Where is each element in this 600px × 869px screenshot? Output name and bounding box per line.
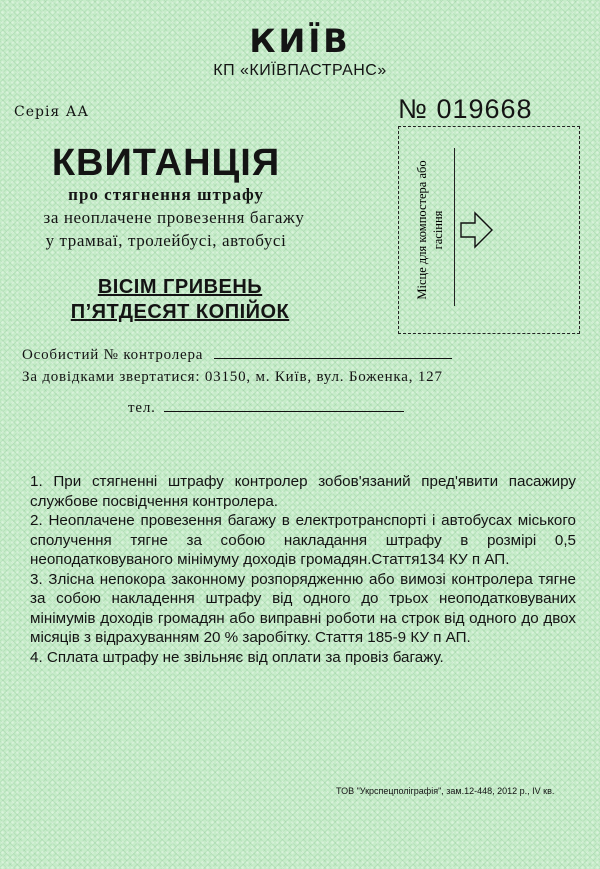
rule-item: 1. При стягненні штрафу контролер зобов'язаний пред'явити пасажиру службове посвідчення контролера. — [30, 473, 576, 510]
controller-number-label: Особистий № контролера — [22, 347, 204, 363]
series-label: Серія АА — [14, 104, 89, 120]
city-heading: КИЇВ — [249, 22, 351, 60]
address-info: За довідками звертатися: 03150, м. Київ, вул. Боженка, 127 — [22, 369, 443, 385]
rules-section — [30, 472, 576, 667]
stamp-label-line1: Місце для компостера або — [415, 160, 429, 300]
stamp-divider — [454, 148, 455, 306]
receipt-title: КВИТАНЦІЯ — [51, 142, 281, 184]
receipt-description-line2: у трамваї, тролейбусі, автобусі — [45, 231, 287, 250]
stamp-area-label — [404, 128, 452, 332]
stamp-label-line2: гасіння — [431, 210, 445, 250]
arrow-right-icon — [460, 210, 494, 250]
fine-amount-kopecks: П’ЯТДЕСЯТ КОПІЙОК — [70, 301, 290, 323]
rule-item: 2. Неоплачене провезення багажу в електротранспорті і автобусах міського сполучення тягне за собою накладання штрафу в розмірі 0,5 неоподатковуваного мінімуму доходів громадян.Стаття134 КУ п АП. — [30, 512, 576, 568]
receipt-number: № 019668 — [398, 94, 533, 124]
controller-number-field — [22, 344, 452, 364]
phone-field — [128, 397, 404, 417]
printer-imprint: ТОВ "Укрспецполіграфія", зам.12-448, 2012 р., IV кв. — [336, 786, 555, 796]
controller-number-blank[interactable] — [214, 344, 452, 359]
company-name: КП «КИЇВПАСТРАНС» — [213, 62, 387, 79]
rule-item: 4. Сплата штрафу не звільняє від оплати за провіз багажу. — [30, 648, 444, 666]
phone-label: тел. — [128, 400, 156, 416]
receipt-description-line1: за неоплачене провезення багажу — [43, 208, 305, 227]
phone-blank[interactable] — [164, 397, 404, 412]
rule-item: 3. Злісна непокора законному розпорядженню або вимозі контролера тягне за собою накладення штрафу від одного до трьох неоподатковуваних мінімумів доходів громадян або виправні роботи на строк від одного до двох місяців з відрахуванням 20 % заробітку. Стаття 185-9 КУ п АП. — [30, 570, 576, 646]
fine-amount-hryvnias: ВІСІМ ГРИВЕНЬ — [97, 276, 263, 298]
receipt-subtitle: про стягнення штрафу — [68, 185, 264, 204]
